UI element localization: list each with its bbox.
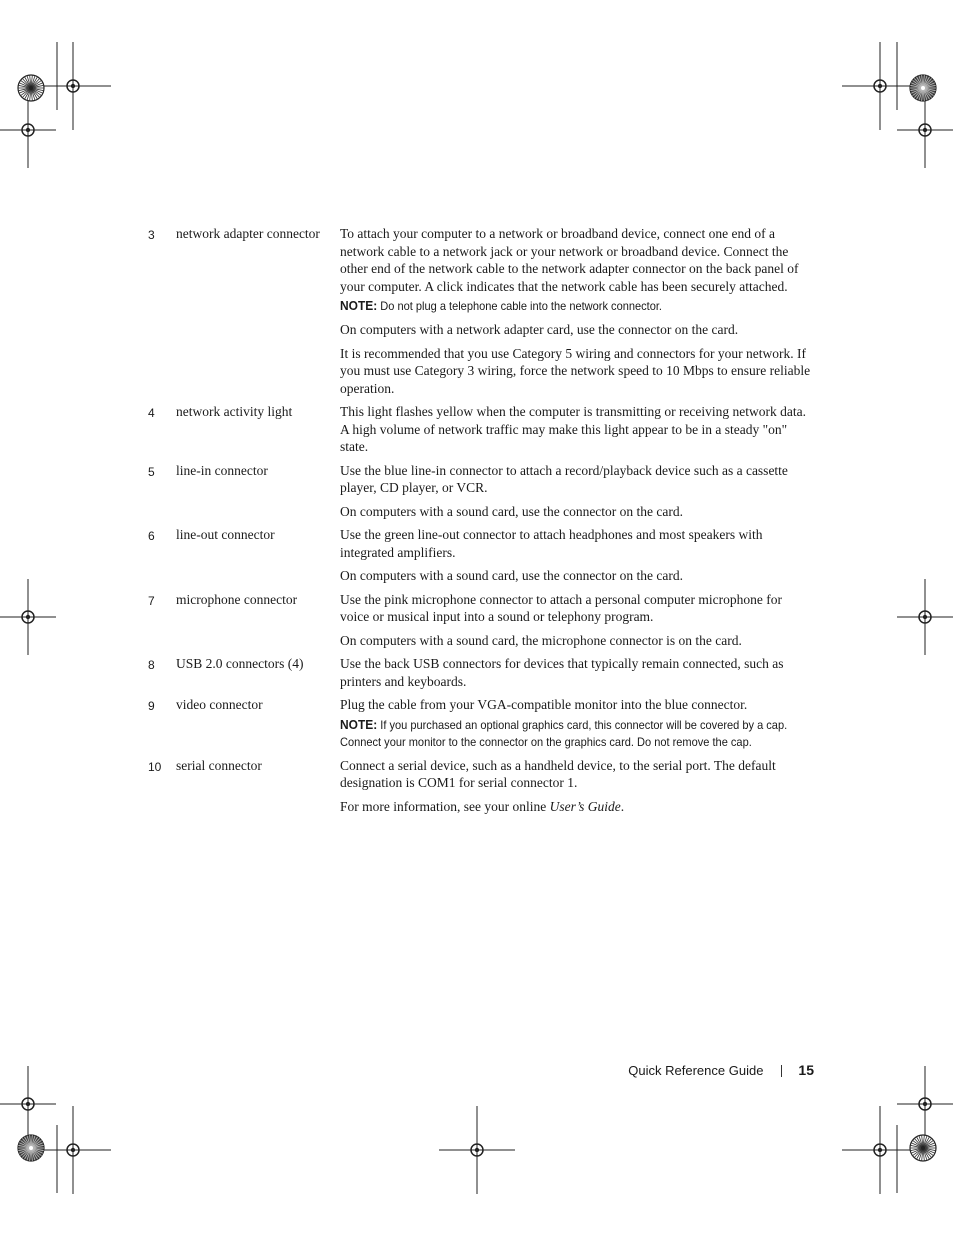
item-description — [340, 591, 812, 656]
item-number: 10 — [148, 759, 162, 774]
paragraph-text: Use the green line-out connector to attach headphones and most speakers with integrated amplifiers. — [340, 527, 763, 560]
paragraph-text: Use the blue line-in connector to attach a record/playback device such as a cassette player, CD player, or VCR. — [340, 462, 788, 495]
registration-dot — [923, 1102, 927, 1106]
item-description — [340, 696, 812, 757]
note-label: NOTE: — [340, 716, 378, 732]
item-number: 5 — [148, 464, 155, 479]
paragraph-text: It is recommended that you use Category 5 wiring and connectors for your network. If you must use Category 3 wiring, force the network speed to 10 Mbps to ensure reliable operation. — [340, 345, 811, 396]
description-paragraph — [340, 757, 812, 792]
color-target-center — [921, 86, 925, 90]
paragraph-text: On computers with a sound card, the microphone connector is on the card. — [340, 632, 742, 648]
item-name: USB 2.0 connectors (4) — [176, 656, 304, 671]
note-text: If you purchased an optional graphics card, this connector will be covered by a cap. Connect your monitor to the connector on the graphics card. Do not remove the cap. — [340, 717, 788, 749]
item-number: 7 — [148, 593, 155, 608]
description-paragraph — [340, 526, 812, 561]
registration-dot — [475, 1148, 479, 1152]
note — [340, 716, 809, 751]
item-name: microphone connector — [176, 591, 298, 607]
description-paragraph — [340, 591, 812, 626]
registration-dot — [878, 84, 882, 88]
item-number: 9 — [148, 699, 155, 713]
paragraph-text: To attach your computer to a network or broadband device, connect one end of a network cable to a network jack or your network or broadband device. Connect the other end of the network cable to the network adapter connector on the back panel of your computer. A click indicates that the network cable has been securely attached. — [340, 226, 799, 294]
item-description — [340, 403, 812, 462]
item-name: line-out connector — [176, 527, 275, 542]
item-number: 6 — [148, 529, 155, 543]
table-row — [148, 655, 812, 696]
description-paragraph — [340, 462, 812, 497]
registration-dot — [923, 128, 927, 132]
note-text: Do not plug a telephone cable into the network connector. — [377, 299, 662, 313]
item-description — [340, 655, 812, 696]
registration-dot — [878, 1148, 882, 1152]
item-description — [340, 526, 812, 591]
registration-dot — [71, 1148, 75, 1152]
registration-dot — [923, 615, 927, 619]
registration-dot — [26, 615, 30, 619]
footer-guide-title: Quick Reference Guide — [628, 1063, 764, 1078]
paragraph-text: On computers with a network adapter card, use the connector on the card. — [340, 322, 739, 337]
note-label: NOTE: — [340, 298, 378, 313]
paragraph-text: Connect a serial device, such as a handheld device, to the serial port. The default designation is COM1 for serial connector 1. — [340, 757, 776, 790]
paragraph-text: For more information, see your online — [340, 798, 550, 814]
color-target-center — [921, 1146, 925, 1150]
item-name: video connector — [176, 697, 263, 712]
description-paragraph — [340, 403, 812, 456]
registration-dot — [71, 84, 75, 88]
paragraph-text: On computers with a sound card, use the connector on the card. — [340, 503, 684, 519]
table-row — [148, 526, 812, 591]
description-paragraph — [340, 798, 812, 816]
table-row — [148, 462, 812, 527]
item-description — [340, 757, 812, 822]
table-row — [148, 757, 812, 822]
color-target-center — [29, 86, 33, 90]
paragraph-text: Use the pink microphone connector to attach a personal computer microphone for voice or musical input into a sound or telephony program. — [340, 591, 782, 624]
paragraph-text: On computers with a sound card, use the connector on the card. — [340, 568, 684, 583]
description-paragraph — [340, 632, 812, 650]
page-number: 15 — [798, 1062, 814, 1078]
description-paragraph — [340, 503, 812, 521]
table-row — [148, 225, 812, 403]
guide-reference: User’s Guide — [549, 798, 621, 814]
color-target-center — [29, 1146, 33, 1150]
note — [340, 297, 809, 315]
item-description — [340, 462, 812, 527]
paragraph-text: Use the back USB connectors for devices that typically remain connected, such as printers and keyboards. — [340, 656, 784, 689]
paragraph-text: Plug the cable from your VGA-compatible monitor into the blue connector. — [340, 697, 748, 712]
page-footer — [628, 1061, 814, 1080]
item-name: line-in connector — [176, 462, 268, 478]
item-name: network adapter connector — [176, 226, 320, 241]
paragraph-text: This light flashes yellow when the computer is transmitting or receiving network data. A high volume of network traffic may make this light appear to be in a steady "on" state. — [340, 404, 807, 454]
item-number: 4 — [148, 406, 155, 420]
item-number: 8 — [148, 658, 155, 672]
item-number: 3 — [148, 228, 155, 242]
description-paragraph — [340, 567, 812, 585]
registration-dot — [26, 128, 30, 132]
description-paragraph — [340, 225, 812, 295]
description-paragraph — [340, 321, 812, 339]
description-paragraph — [340, 655, 812, 690]
description-paragraph — [340, 345, 812, 398]
table-row — [148, 696, 812, 757]
description-paragraph — [340, 696, 812, 714]
paragraph-tail: . — [620, 798, 625, 814]
connector-table — [148, 225, 812, 821]
item-name: network activity light — [176, 404, 293, 419]
table-row — [148, 403, 812, 462]
item-name: serial connector — [176, 757, 262, 773]
table-row — [148, 591, 812, 656]
footer-separator — [781, 1065, 782, 1077]
item-description — [340, 225, 812, 403]
registration-dot — [26, 1102, 30, 1106]
